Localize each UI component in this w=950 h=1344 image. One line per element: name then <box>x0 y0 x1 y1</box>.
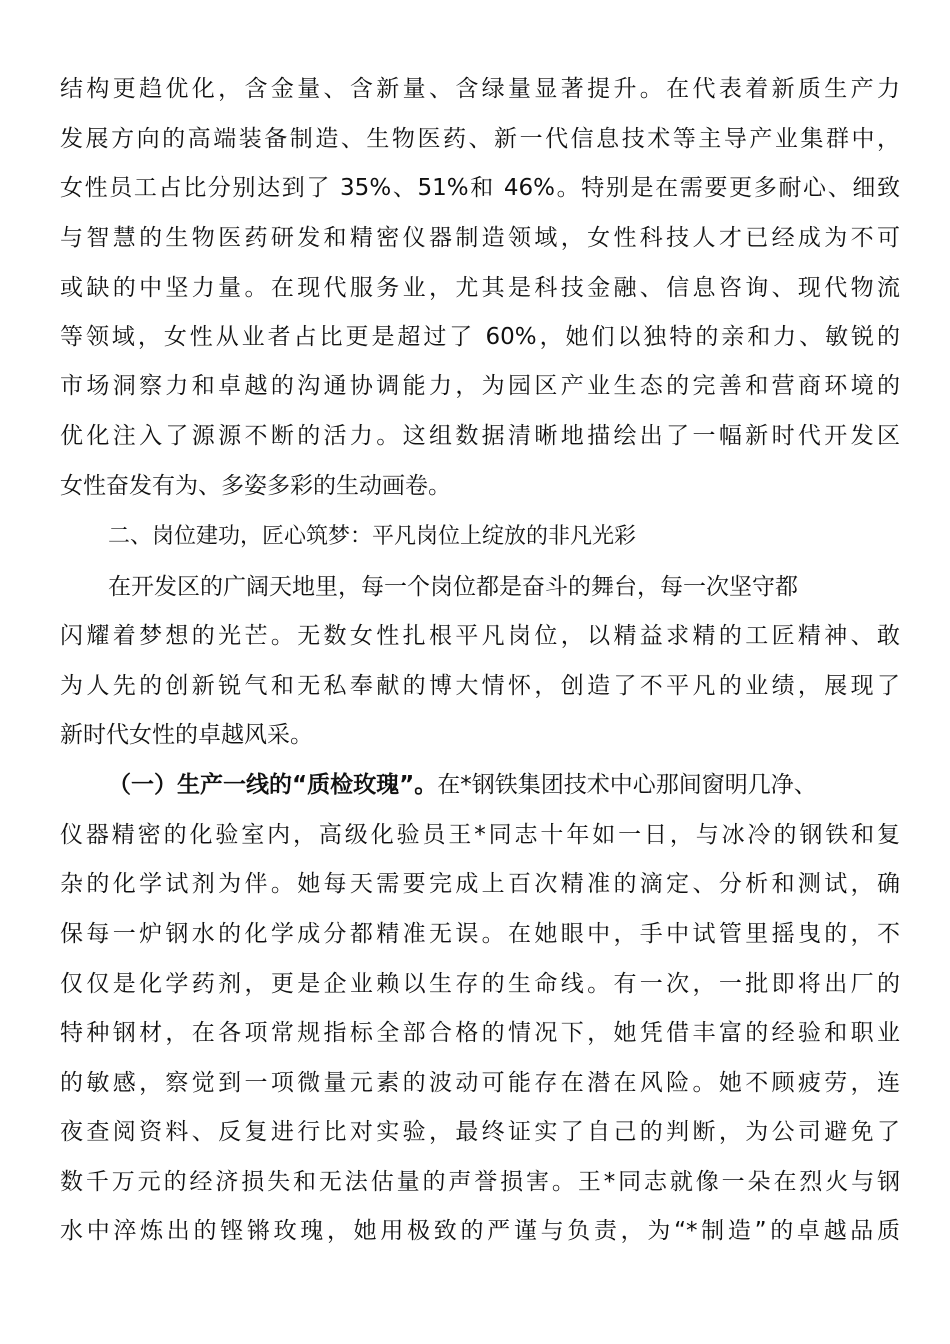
paragraph-line: 保每一炉钢水的化学成分都精准无误。在她眼中，手中试管里摇曳的，不 <box>60 921 900 947</box>
paragraph-line: 仅仅是化学药剂，更是企业赖以生存的生命线。有一次，一批即将出厂的 <box>60 971 900 997</box>
paragraph-line: 在开发区的广阔天地里，每一个岗位都是奋斗的舞台，每一次坚守都 <box>108 574 798 600</box>
paragraph-line: 为人先的创新锐气和无私奉献的博大情怀，创造了不平凡的业绩，展现了 <box>60 673 900 699</box>
paragraph-line: 特种钢材，在各项常规指标全部合格的情况下，她凭借丰富的经验和职业 <box>60 1020 900 1046</box>
subsection-first-line <box>108 760 908 810</box>
paragraph-line: 等领域，女性从业者占比更是超过了 60%，她们以独特的亲和力、敏锐的 <box>60 324 900 350</box>
paragraph-line: 发展方向的高端装备制造、生物医药、新一代信息技术等主导产业集群中， <box>60 126 900 152</box>
paragraph-line: 女性奋发有为、多姿多彩的生动画卷。 <box>60 473 451 499</box>
paragraph-line: 数千万元的经济损失和无法估量的声誉损害。王*同志就像一朵在烈火与钢 <box>60 1169 900 1195</box>
paragraph-line: 市场洞察力和卓越的沟通协调能力，为园区产业生态的完善和营商环境的 <box>60 373 900 399</box>
subsection-title: （一）生产一线的“质检玫瑰”。 <box>108 772 438 798</box>
paragraph-line: 闪耀着梦想的光芒。无数女性扎根平凡岗位，以精益求精的工匠精神、敢 <box>60 623 900 649</box>
paragraph-line: 结构更趋优化，含金量、含新量、含绿量显著提升。在代表着新质生产力 <box>60 76 900 102</box>
paragraph-line: 夜查阅资料、反复进行比对实验，最终证实了自己的判断，为公司避免了 <box>60 1119 900 1145</box>
paragraph-line: 新时代女性的卓越风采。 <box>60 722 313 748</box>
paragraph-line: 或缺的中坚力量。在现代服务业，尤其是科技金融、信息咨询、现代物流 <box>60 275 900 301</box>
paragraph-line: 优化注入了源源不断的活力。这组数据清晰地描绘出了一幅新时代开发区 <box>60 423 900 449</box>
subsection-text: 在*钢铁集团技术中心那间窗明几净、 <box>437 772 817 798</box>
paragraph-line: 女性员工占比分别达到了 35%、51%和 46%。特别是在需要更多耐心、细致 <box>60 175 900 201</box>
paragraph-line: 与智慧的生物医药研发和精密仪器制造领域，女性科技人才已经成为不可 <box>60 225 900 251</box>
paragraph-line: 的敏感，察觉到一项微量元素的波动可能存在潜在风险。她不顾疲劳，连 <box>60 1070 900 1096</box>
section-heading: 二、岗位建功，匠心筑梦：平凡岗位上绽放的非凡光彩 <box>108 524 637 549</box>
paragraph-line: 仪器精密的化验室内，高级化验员王*同志十年如一日，与冰冷的钢铁和复 <box>60 822 900 848</box>
paragraph-line: 杂的化学试剂为伴。她每天需要完成上百次精准的滴定、分析和测试，确 <box>60 871 900 897</box>
paragraph-line: 水中淬炼出的铿锵玫瑰，她用极致的严谨与负责，为“*制造”的卓越品质 <box>60 1218 900 1244</box>
